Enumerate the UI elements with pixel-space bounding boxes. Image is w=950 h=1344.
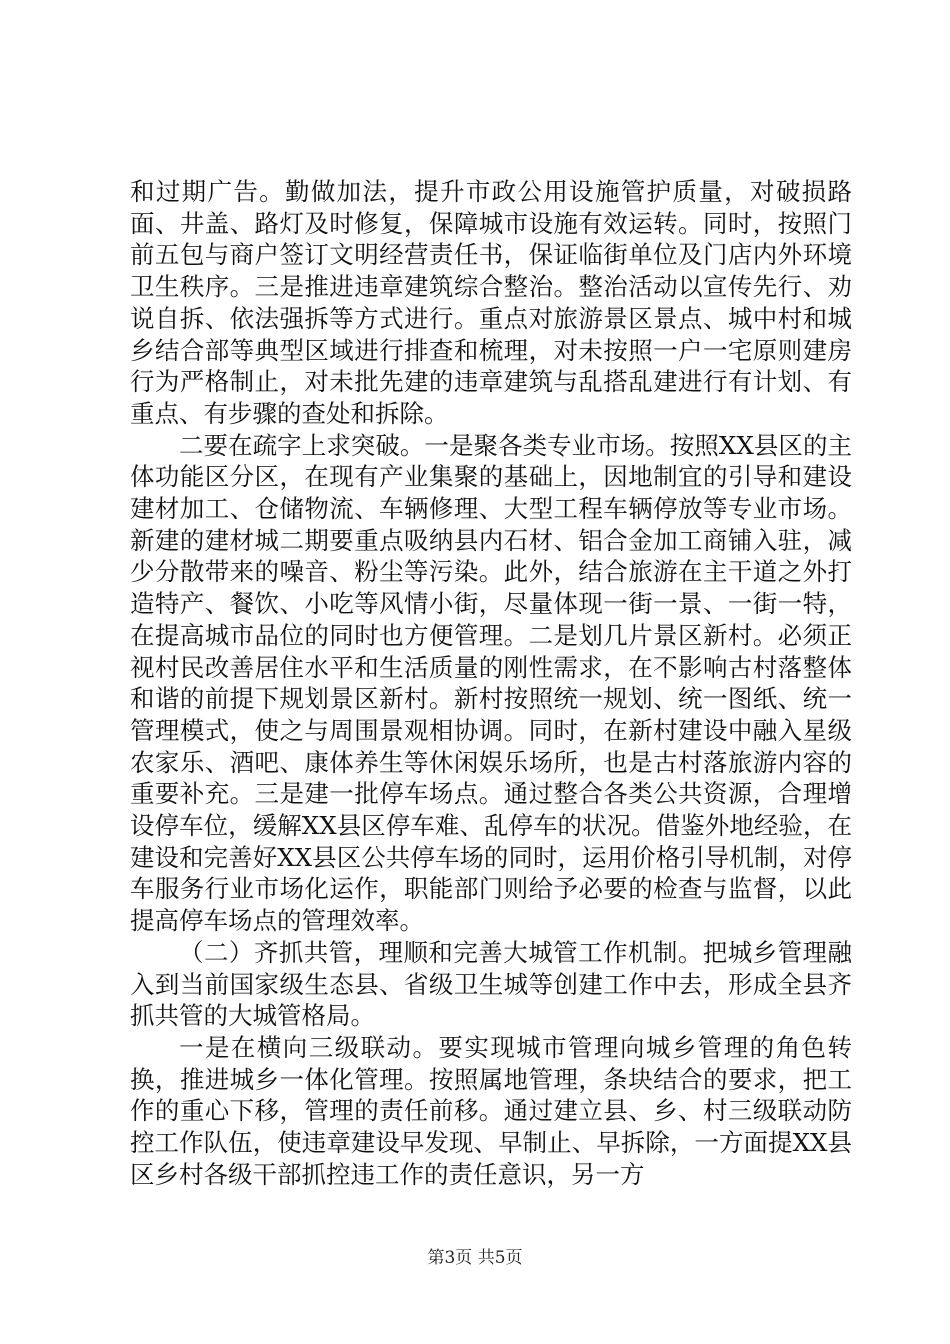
- paragraph-4: 一是在横向三级联动。要实现城市管理向城乡管理的角色转换，推进城乡一体化管理。按照属地管理，条块结合的要求，把工作的重心下移，管理的责任前移。通过建立县、乡、村三级联动防控工作队伍，使违章建设早发现、早制止、早拆除，一方面提XX县区乡村各级干部抓控违工作的责任意识，另一方: [130, 1032, 852, 1189]
- paragraph-3: （二）齐抓共管，理顺和完善大城管工作机制。把城乡管理融入到当前国家级生态县、省级卫生城等创建工作中去，形成全县齐抓共管的大城管格局。: [130, 937, 852, 1031]
- paragraph-2: 二要在疏字上求突破。一是聚各类专业市场。按照XX县区的主体功能区分区，在现有产业集聚的基础上，因地制宜的引导和建设建材加工、仓储物流、车辆修理、大型工程车辆停放等专业市场。新建的建材城二期要重点吸纳县内石材、铝合金加工商铺入驻，减少分散带来的噪音、粉尘等污染。此外，结合旅游在主干道之外打造特产、餐饮、小吃等风情小街，尽量体现一街一景、一街一特，在提高城市品位的同时也方便管理。二是划几片景区新村。必须正视村民改善居住水平和生活质量的刚性需求，在不影响古村落整体和谐的前提下规划景区新村。新村按照统一规划、统一图纸、统一管理模式，使之与周围景观相协调。同时，在新村建设中融入星级农家乐、酒吧、康体养生等休闲娱乐场所，也是古村落旅游内容的重要补充。三是建一批停车场点。通过整合各类公共资源，合理增设停车位，缓解XX县区停车难、乱停车的状况。借鉴外地经验，在建设和完善好XX县区公共停车场的同时，运用价格引导机制，对停车服务行业市场化运作，职能部门则给予必要的检查与监督，以此提高停车场点的管理效率。: [130, 430, 852, 936]
- paragraph-1: 和过期广告。勤做加法，提升市政公用设施管护质量，对破损路面、井盖、路灯及时修复，保障城市设施有效运转。同时，按照门前五包与商户签订文明经营责任书，保证临街单位及门店内外环境卫生秩序。三是推进违章建筑综合整治。整治活动以宣传先行、劝说自拆、依法强拆等方式进行。重点对旅游景区景点、城中村和城乡结合部等典型区域进行排查和梳理，对未按照一户一宅原则建房行为严格制止，对未批先建的违章建筑与乱搭乱建进行有计划、有重点、有步骤的查处和拆除。: [130, 177, 852, 428]
- document-body: [130, 176, 852, 1191]
- page-footer: 第3页 共5页: [427, 1248, 523, 1268]
